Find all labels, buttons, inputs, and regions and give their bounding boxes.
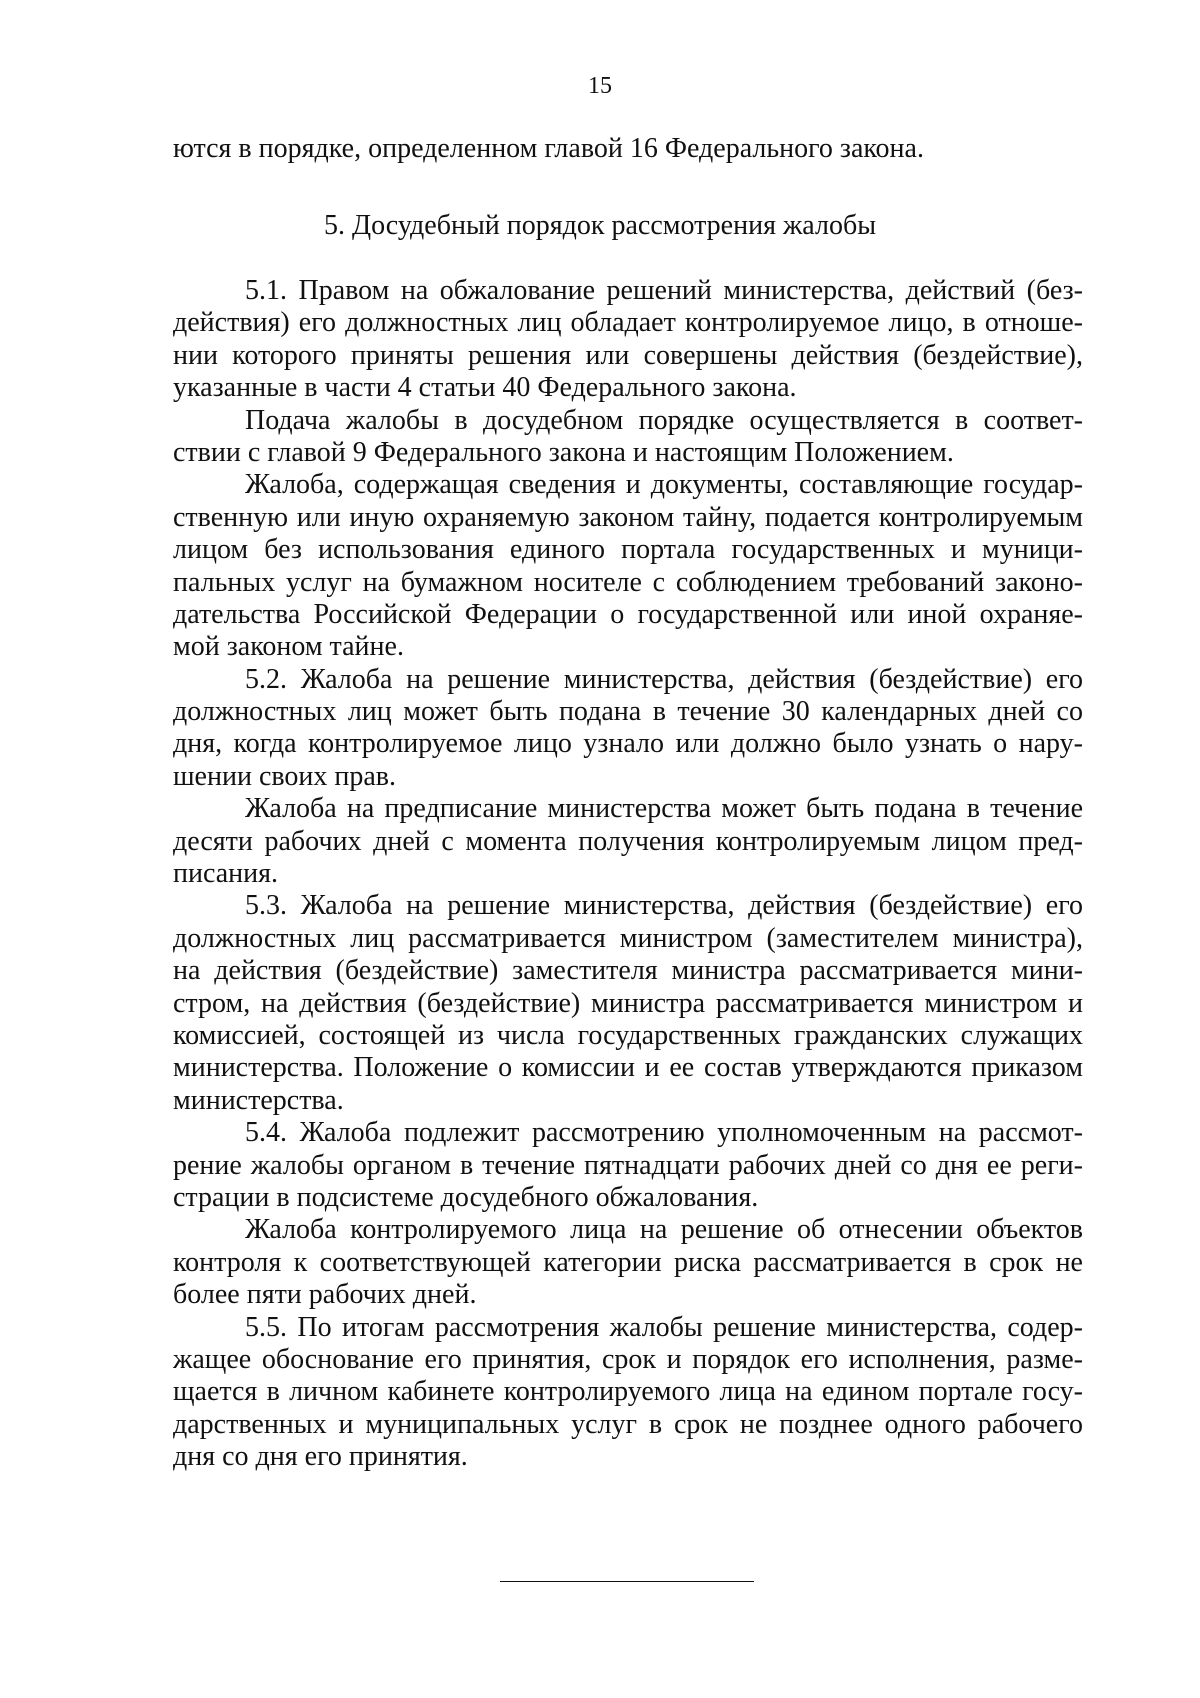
- section-title: 5. Досудебный порядок рассмотрения жалобы: [323, 210, 877, 241]
- text-line: 5.2. Жалоба на решение министерства, действия (бездействие) его: [245, 663, 1083, 695]
- text-line: писания.: [173, 858, 279, 890]
- text-line: рение жалобы органом в течение пятнадцати рабочих дней со дня ее реги-: [173, 1149, 1083, 1181]
- body-text: [173, 275, 1083, 1473]
- text-line: лицом без использования единого портала государственных и муници-: [173, 534, 1083, 566]
- text-line: дня со дня его принятия.: [173, 1441, 468, 1473]
- text-line: 5.3. Жалоба на решение министерства, действия (бездействие) его: [245, 890, 1083, 922]
- text-line: дня, когда контролируемое лицо узнало или должно было узнать о нару-: [173, 728, 1083, 760]
- text-line: щается в личном кабинете контролируемого лица на едином портале госу-: [173, 1376, 1083, 1408]
- text-line: Жалоба, содержащая сведения и документы, составляющие государ-: [245, 469, 1083, 501]
- text-line: более пяти рабочих дней.: [173, 1279, 477, 1311]
- text-line: контроля к соответствующей категории риска рассматривается в срок не: [173, 1246, 1083, 1278]
- text-line: дарственных и муниципальных услуг в срок не позднее одного рабочего: [173, 1408, 1083, 1440]
- text-line: указанные в части 4 статьи 40 Федерального закона.: [173, 372, 797, 404]
- text-line: министерства.: [173, 1084, 344, 1116]
- end-rule: [500, 1581, 754, 1582]
- text-line: 5.5. По итогам рассмотрения жалобы решение министерства, содер-: [245, 1311, 1083, 1343]
- text-line: нии которого приняты решения или совершены действия (бездействие),: [173, 339, 1083, 371]
- page-number: 15: [588, 73, 612, 99]
- text-line: ствии с главой 9 Федерального закона и настоящим Положением.: [173, 436, 954, 468]
- text-line: мой законом тайне.: [173, 631, 404, 663]
- text-line: страции в подсистеме досудебного обжалования.: [173, 1181, 759, 1213]
- text-line: ственную или иную охраняемую законом тайну, подается контролируемым: [173, 501, 1083, 533]
- text-line: стром, на действия (бездействие) министра рассматривается министром и: [173, 987, 1083, 1019]
- text-line: должностных лиц рассматривается министром (заместителем министра),: [173, 922, 1083, 954]
- text-line: шении своих прав.: [173, 760, 397, 792]
- text-line: пальных услуг на бумажном носителе с соблюдением требований законо-: [173, 566, 1083, 598]
- text-line: дательства Российской Федерации о государственной или иной охраняе-: [173, 598, 1083, 630]
- text-line: Жалоба контролируемого лица на решение об отнесении объектов: [245, 1214, 1083, 1246]
- text-line: комиссией, состоящей из числа государственных гражданских служащих: [173, 1019, 1083, 1051]
- text-line: действия) его должностных лиц обладает контролируемое лицо, в отноше-: [173, 307, 1083, 339]
- text-line: Подача жалобы в досудебном порядке осуществляется в соответ-: [245, 404, 1083, 436]
- text-line: Жалоба на предписание министерства может быть подана в течение: [245, 793, 1083, 825]
- text-line: 5.1. Правом на обжалование решений министерства, действий (без-: [245, 275, 1083, 306]
- continuation-line: ются в порядке, определенном главой 16 Федерального закона.: [173, 133, 924, 164]
- text-line: жащее обоснование его принятия, срок и порядок его исполнения, разме-: [173, 1343, 1083, 1375]
- text-line: министерства. Положение о комиссии и ее состав утверждаются приказом: [173, 1052, 1083, 1084]
- text-line: на действия (бездействие) заместителя министра рассматривается мини-: [173, 955, 1083, 987]
- text-line: должностных лиц может быть подана в течение 30 календарных дней со: [173, 696, 1083, 728]
- text-line: десяти рабочих дней с момента получения контролируемым лицом пред-: [173, 825, 1083, 857]
- text-line: 5.4. Жалоба подлежит рассмотрению уполномоченным на рассмот-: [245, 1117, 1083, 1149]
